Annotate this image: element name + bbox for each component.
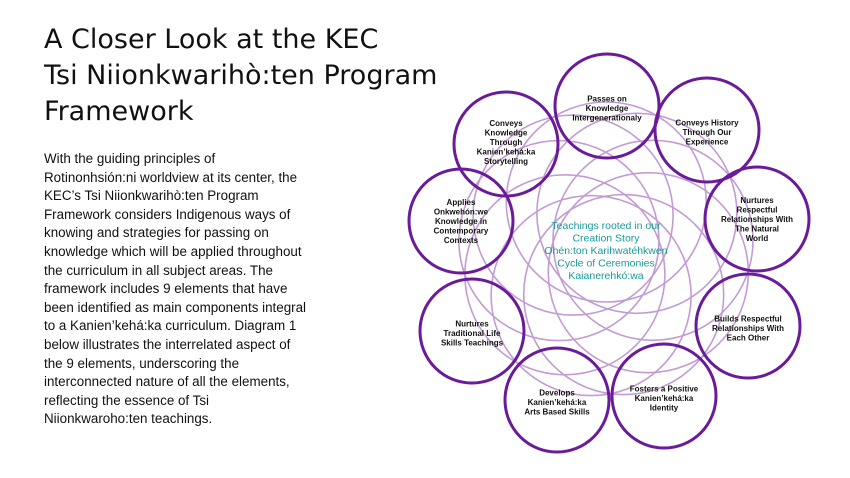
body-line: reflecting the essence of Tsi (44, 392, 209, 408)
element-label-line: Kanien’kehá:ka (476, 147, 536, 157)
element-label-line: Storytelling (483, 157, 529, 167)
element-label-line: Through (489, 138, 523, 147)
center-label (544, 220, 667, 282)
element-label-line: Identity (649, 403, 679, 413)
body-line: to a Kanien’kehá:ka curriculum. Diagram 1 (44, 318, 297, 334)
element-label-line: Develops (539, 388, 575, 398)
element-label-line: Applies (446, 197, 476, 207)
body-line: Framework considers Indigenous ways of (44, 206, 291, 222)
element-label-line: Skills Teachings (440, 338, 504, 348)
center-text-line: Teachings rooted in our (551, 220, 661, 232)
body-line: the curriculum in all subject areas. The (44, 262, 273, 278)
center-text-line: Ohén:ton Karihwatéhkwen (544, 245, 668, 257)
title-line: A Closer Look at the KEC (44, 24, 379, 55)
element-label-line: Nurtures (455, 319, 489, 329)
element-label-line: Knowledge (484, 128, 528, 138)
body-line: knowing and strategies for passing on (44, 225, 269, 241)
body-line: knowledge which will be applied throughout (44, 243, 302, 259)
element-label-line: Contemporary (433, 226, 489, 236)
element-label-line: Conveys History (675, 118, 739, 128)
body-line: With the guiding principles of (44, 151, 216, 166)
body-line: the 9 elements, underscoring the (44, 355, 240, 371)
body-line: framework includes 9 elements that have (44, 281, 288, 297)
title-line: Tsi Niionkwarihò:ten Program (44, 60, 438, 91)
element-label-line: Through Our (682, 128, 732, 137)
element-label-line: Each Other (726, 333, 770, 343)
element-label-line: The Natural (734, 224, 780, 234)
element-label-line: Experience (685, 137, 729, 147)
body-line: below illustrates the interrelated aspect of (44, 336, 291, 352)
center-text-line: Kaianerehkó:wa (568, 270, 644, 282)
element-label-line: Contexts (443, 236, 479, 246)
element-label-line: Conveys (489, 118, 523, 128)
element-label-line: Knowledge (585, 104, 629, 113)
element-label-line: Intergenerationaly (572, 113, 642, 123)
element-label-line: Kanien’kehá:ka (527, 398, 587, 407)
element-label-line: Knowledge in (435, 217, 487, 226)
center-text-line: Cycle of Ceremonies (557, 257, 655, 270)
body-line: been identified as main components integral (44, 299, 307, 315)
body-line: interconnected nature of all the elements, (44, 374, 290, 390)
body-line: Rotinonhsión:ni worldview at its center, the (44, 169, 298, 185)
element-label-line: Passes on (587, 94, 627, 104)
body-line: Niionkwaroho:ten teachings. (44, 411, 213, 427)
element-label-line: Relationships With (712, 324, 784, 333)
element-label-line: Relationships With (721, 215, 793, 224)
element-label-line: Kanien’kehá:ka (634, 394, 694, 403)
element-label-line: Arts Based Skills (524, 407, 590, 417)
element-label-line: World (745, 234, 769, 244)
body-line: KEC’s Tsi Niionkwarihò:ten Program (44, 188, 259, 204)
element-label-line: Onkwehón:we (433, 207, 489, 217)
center-text (544, 220, 667, 282)
element-label-line: Builds Respectful (714, 314, 782, 324)
center-text-line: Creation Story (572, 232, 640, 245)
element-label-line: Traditional Life (443, 329, 501, 338)
element-label-line: Respectful (736, 205, 778, 215)
title-line: Framework (44, 96, 194, 127)
element-label-line: Nurtures (740, 195, 774, 205)
element-label-line: Fosters a Positive (629, 384, 699, 394)
